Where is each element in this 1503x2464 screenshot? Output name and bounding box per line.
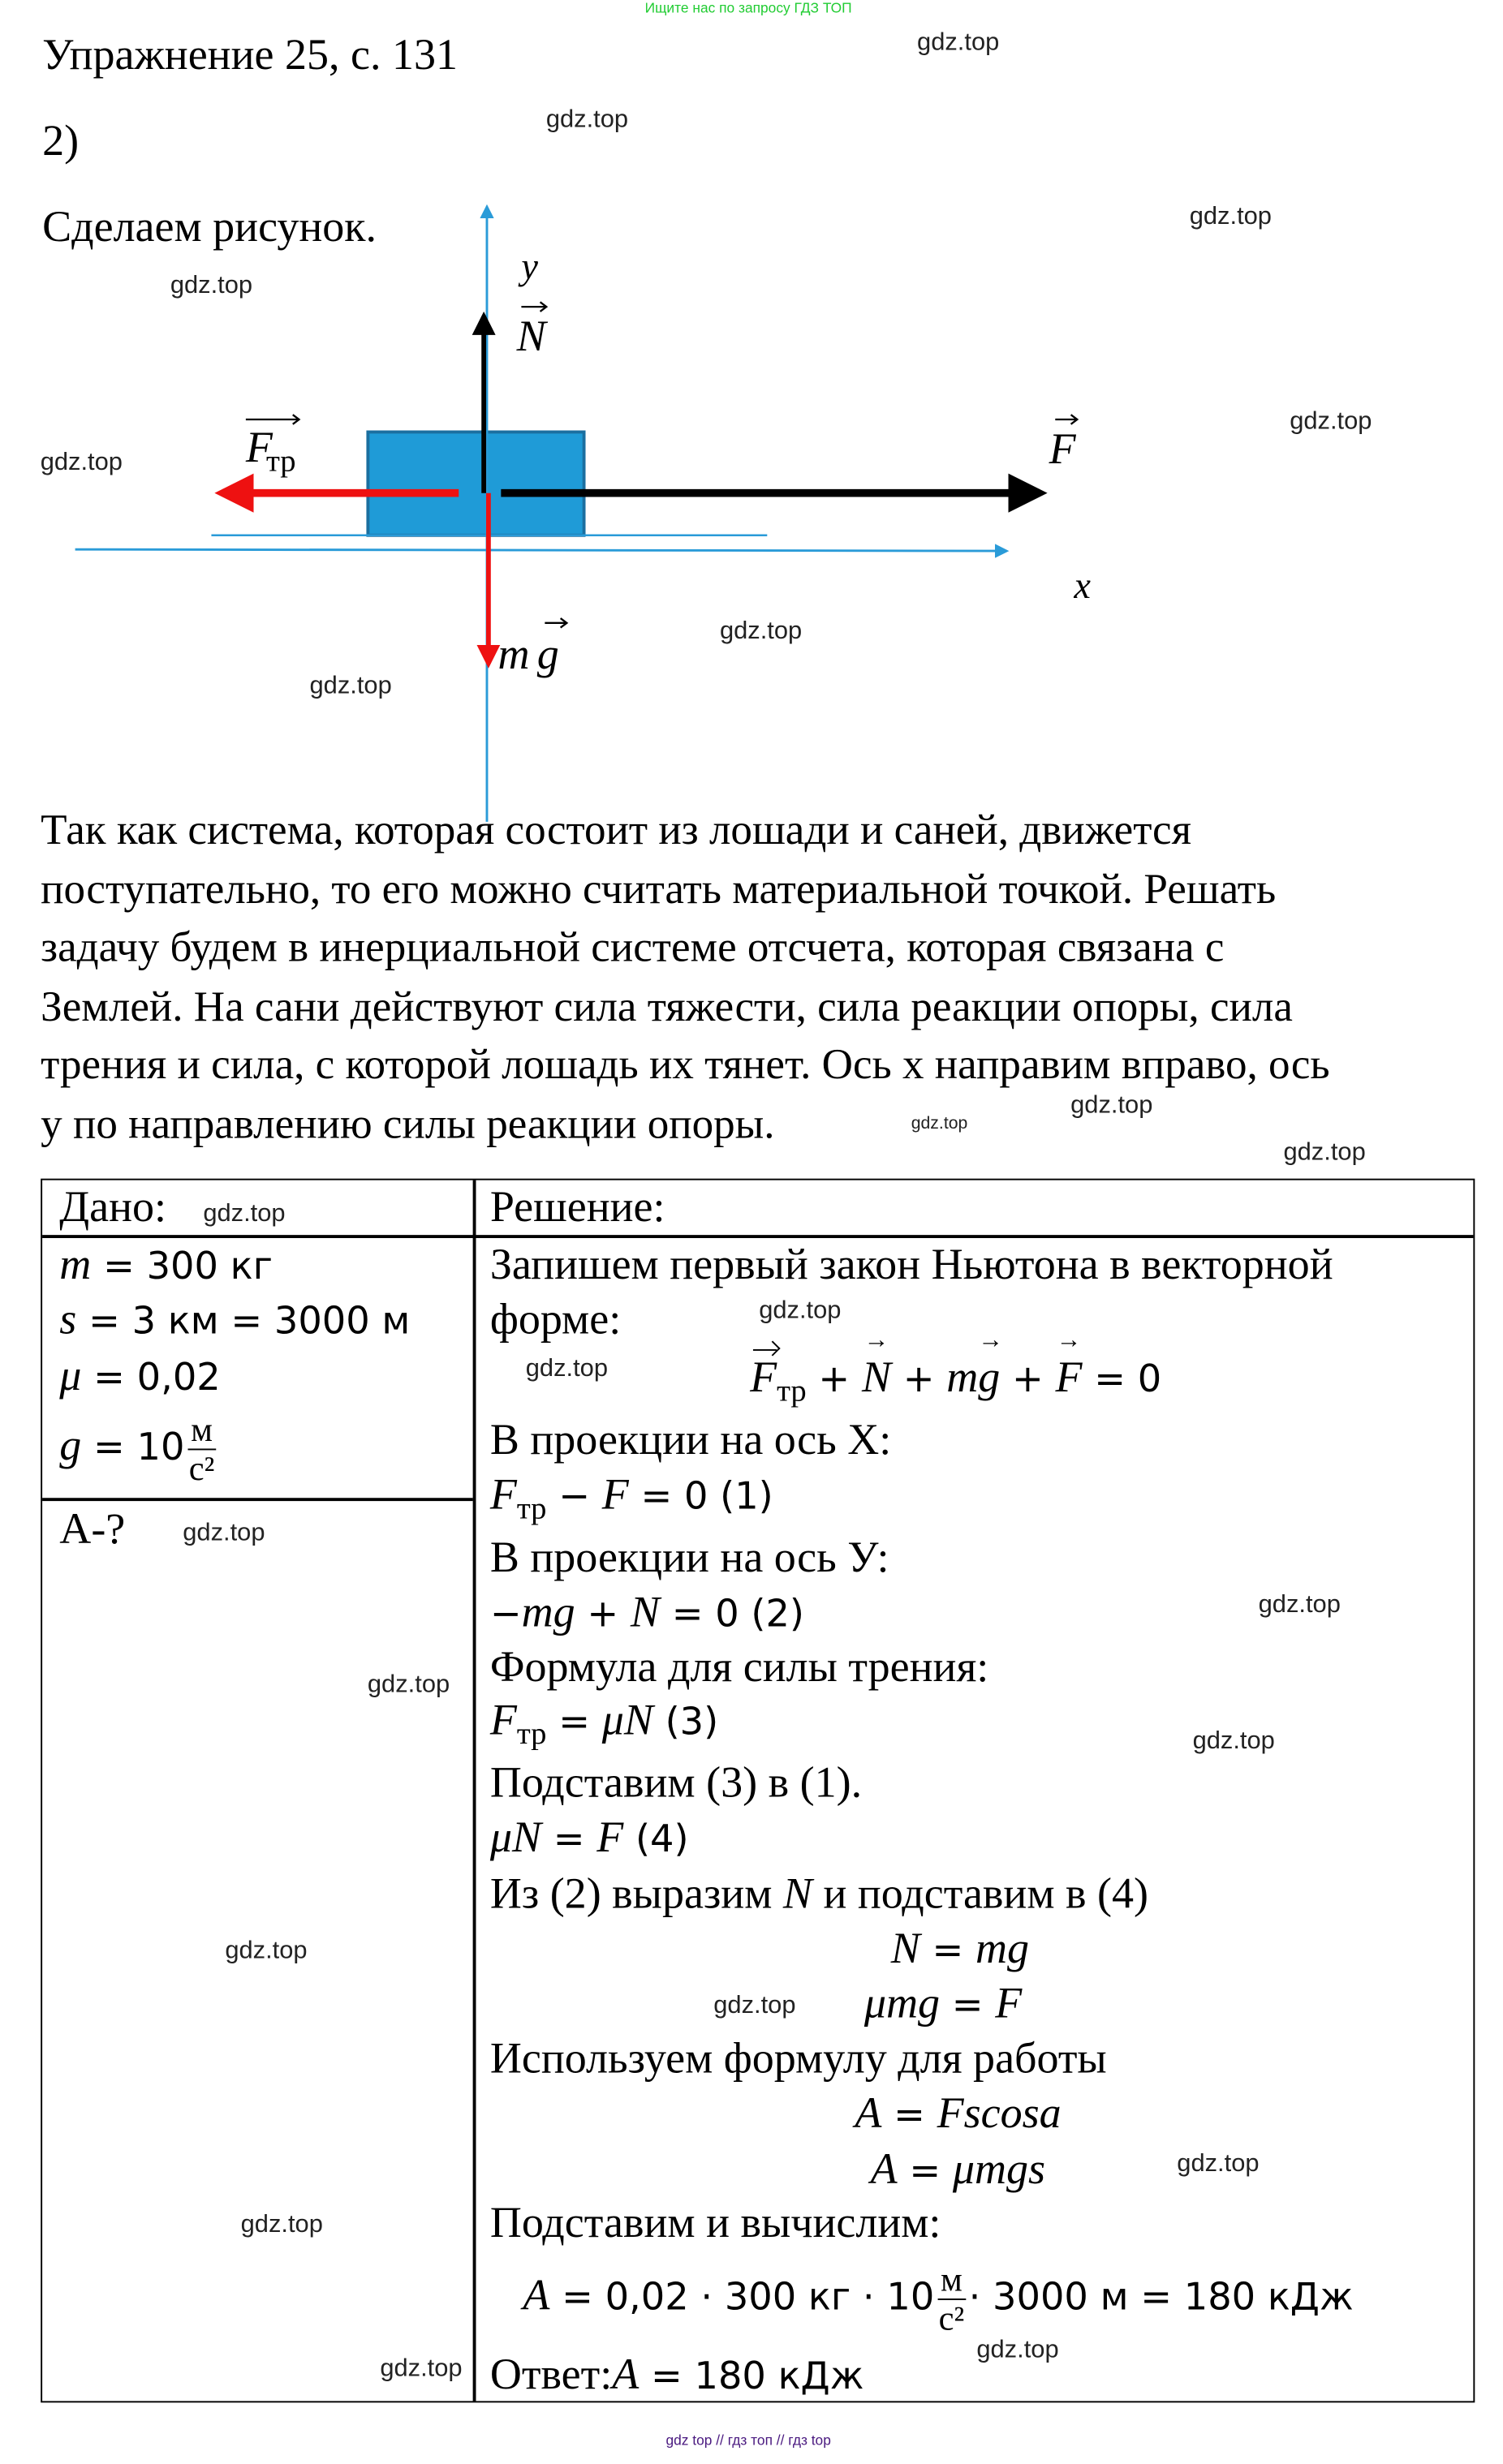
math-symbol: F (601, 1471, 629, 1520)
math-symbol: Fscosa (937, 2089, 1062, 2139)
solution-line (490, 1814, 689, 1864)
vector-symbol: F (750, 1353, 777, 1403)
solution-line (490, 1296, 621, 1346)
math-symbol: mg (975, 1924, 1030, 1974)
math-symbol: μN (601, 1696, 653, 1746)
math-text: · 3000 м = 180 кДж (968, 2274, 1354, 2319)
text: В проекции на ось У: (489, 1533, 889, 1583)
paragraph-line: Землей. На сани действуют сила тяжести, сила реакции опоры, сила (41, 980, 1293, 1030)
math-symbol: m (946, 1353, 979, 1403)
fraction (187, 1411, 216, 1488)
math-symbol: s (59, 1296, 77, 1345)
y-axis-label: y (521, 246, 538, 288)
given-line (59, 1296, 410, 1346)
figure-intro: Сделаем рисунок. (42, 203, 377, 252)
solution-line (523, 2261, 1353, 2338)
footer-banner[interactable]: gdz top // гдз топ // гдз top (665, 2432, 831, 2449)
fraction-denominator: c² (938, 2298, 965, 2338)
vector-symbol: → N (862, 1354, 891, 1404)
paragraph-line: Так как система, которая состоит из лошади и саней, движется (41, 804, 1192, 854)
given-divider (42, 1498, 473, 1500)
math-symbol: μN (489, 1813, 541, 1863)
math-text: = (940, 1983, 996, 2028)
math-symbol: N (782, 1870, 812, 1920)
math-symbol: A (870, 2145, 898, 2195)
watermark: gdz.top (380, 2355, 463, 2383)
solution-line (490, 2200, 941, 2250)
part-label: 2) (42, 117, 80, 166)
solution-line (490, 2035, 1107, 2085)
math-symbol: N (630, 1589, 660, 1637)
text: Подставим и вычислим: (489, 2199, 941, 2248)
solution-header: Решение: (489, 1183, 665, 1232)
math-symbol: F (596, 1813, 624, 1863)
text: Ответ: (489, 2350, 613, 2400)
watermark: gdz.top (1290, 408, 1372, 436)
given-line (59, 1411, 218, 1488)
fraction-numerator: м (187, 1411, 216, 1450)
solution-line (855, 2089, 1061, 2139)
math-text: = 0 (2) (659, 1591, 804, 1636)
normal-force-label: N (516, 312, 546, 361)
text: Используем формулу для работы (489, 2034, 1107, 2083)
sled-block (368, 432, 584, 535)
math-text: = (881, 2092, 937, 2137)
watermark: gdz.top (225, 1937, 308, 1965)
solution-line (490, 1644, 988, 1694)
pull-force-label: F (1049, 424, 1076, 474)
solution-line (891, 1925, 1029, 1976)
watermark: gdz.top (183, 1520, 265, 1547)
paragraph-line: поступательно, то его можно считать материальной точкой. Решать (41, 862, 1277, 912)
math-text: = (540, 1817, 597, 1861)
text: Запишем первый закон Ньютона в векторной (489, 1241, 1333, 1290)
watermark: gdz.top (1192, 1727, 1275, 1755)
math-text: (4) (623, 1817, 689, 1861)
math-text: + (575, 1591, 631, 1636)
friction-label-sub: тр (265, 444, 296, 479)
solution-line (750, 1354, 1161, 1410)
solution-line (871, 2146, 1045, 2196)
watermark: gdz.top (203, 1200, 286, 1228)
paragraph-line: задачу будем в инерциальной системе отсчета, которая связана с (41, 922, 1225, 971)
friction-label: F (245, 423, 273, 472)
watermark: gdz.top (1189, 203, 1272, 230)
math-text: = (546, 1700, 602, 1744)
given-line (59, 1352, 220, 1403)
watermark: gdz.top (240, 2211, 323, 2238)
force-diagram (0, 0, 1503, 845)
exercise-title: Упражнение 25, с. 131 (42, 31, 459, 80)
solution-line (490, 1471, 773, 1527)
math-symbol: A (523, 2272, 550, 2320)
text: В проекции на ось Х: (489, 1416, 892, 1465)
math-text: = 0,02 · 300 кг · 10 (549, 2274, 935, 2319)
math-symbol: μmgs (952, 2145, 1046, 2195)
math-symbol: m (59, 1241, 92, 1290)
math-text: = 300 кг (91, 1244, 273, 1288)
x-axis (75, 549, 1007, 551)
watermark: gdz.top (713, 1992, 796, 2019)
math-symbol: μmg (863, 1980, 941, 2029)
math-symbol: mg (521, 1589, 575, 1637)
math-symbol: F (489, 1696, 517, 1746)
solution-line (490, 1534, 889, 1585)
gravity-label-m: m (497, 629, 530, 678)
solution-line (490, 1696, 718, 1752)
watermark: gdz.top (309, 673, 392, 700)
text: и подставим в (4) (812, 1870, 1149, 1920)
header-divider (42, 1235, 1473, 1237)
math-text: + (891, 1357, 947, 1401)
watermark: gdz.top (911, 1114, 968, 1133)
watermark: gdz.top (917, 29, 1000, 57)
x-axis-label: x (1074, 565, 1091, 607)
subscript: тр (516, 1491, 547, 1526)
paragraph-line: трения и сила, с которой лошадь их тянет. Ось x направим вправо, ось (41, 1038, 1330, 1088)
math-symbol: g (59, 1421, 82, 1471)
text: Из (2) выразим (489, 1870, 783, 1920)
given-header: Дано: (59, 1183, 167, 1232)
explanation-paragraph (41, 800, 1497, 1152)
solution-line (490, 1241, 1333, 1292)
watermark: gdz.top (367, 1671, 450, 1699)
solution-line (490, 1417, 891, 1467)
math-text: (3) (652, 1700, 719, 1744)
watermark: gdz.top (1070, 1092, 1153, 1120)
watermark: gdz.top (759, 1297, 842, 1325)
math-text: = 3 км = 3000 м (76, 1299, 411, 1344)
math-symbol: A (612, 2350, 640, 2400)
given-line (59, 1241, 273, 1292)
search-banner[interactable]: Ищите нас по запросу ГДЗ ТОП (644, 0, 852, 16)
watermark: gdz.top (40, 449, 123, 476)
subscript: тр (777, 1374, 807, 1409)
watermark: gdz.top (976, 2337, 1059, 2364)
math-text: = (919, 1928, 976, 1972)
solution-line (490, 1759, 862, 1809)
math-text: − (546, 1474, 602, 1519)
math-text: = 0,02 (81, 1355, 221, 1400)
math-symbol: F (995, 1980, 1023, 2029)
fraction-numerator: м (937, 2261, 966, 2300)
fraction (937, 2261, 966, 2338)
math-text: + (1000, 1357, 1056, 1401)
math-text: = (897, 2148, 953, 2193)
watermark: gdz.top (1177, 2150, 1260, 2178)
text: Подставим (3) в (1). (489, 1759, 863, 1808)
math-text: = 10 (81, 1425, 185, 1469)
math-symbol: F (489, 1471, 517, 1520)
math-text: − (489, 1591, 522, 1636)
watermark: gdz.top (1258, 1591, 1341, 1619)
vector-symbol: → F (1056, 1354, 1083, 1404)
solution-line (490, 2351, 864, 2402)
watermark: gdz.top (1283, 1139, 1366, 1167)
math-text: = 0 (1082, 1357, 1162, 1401)
watermark: gdz.top (525, 1355, 608, 1383)
unknown-label: А-? (59, 1505, 126, 1555)
math-text: + (806, 1357, 862, 1401)
watermark: gdz.top (170, 272, 253, 299)
solution-line (490, 1870, 1148, 1920)
vector-symbol: → g (978, 1354, 1000, 1404)
watermark: gdz.top (545, 106, 629, 133)
math-text: = 0 (1) (628, 1474, 773, 1519)
text: Формула для силы трения: (489, 1643, 989, 1692)
column-divider (473, 1180, 476, 2402)
solution-line (490, 1589, 804, 1639)
subscript: тр (516, 1717, 547, 1752)
watermark: gdz.top (719, 618, 803, 645)
fraction-denominator: c² (188, 1448, 215, 1488)
math-text: = 180 кДж (639, 2354, 864, 2398)
math-symbol: A (855, 2089, 882, 2139)
paragraph-line: у по направлению силы реакции опоры. (41, 1098, 775, 1147)
math-symbol: N (890, 1924, 920, 1974)
solution-line (864, 1980, 1022, 2030)
text: форме: (489, 1296, 622, 1345)
gravity-label-g: g (536, 629, 559, 678)
math-symbol: μ (59, 1352, 82, 1401)
